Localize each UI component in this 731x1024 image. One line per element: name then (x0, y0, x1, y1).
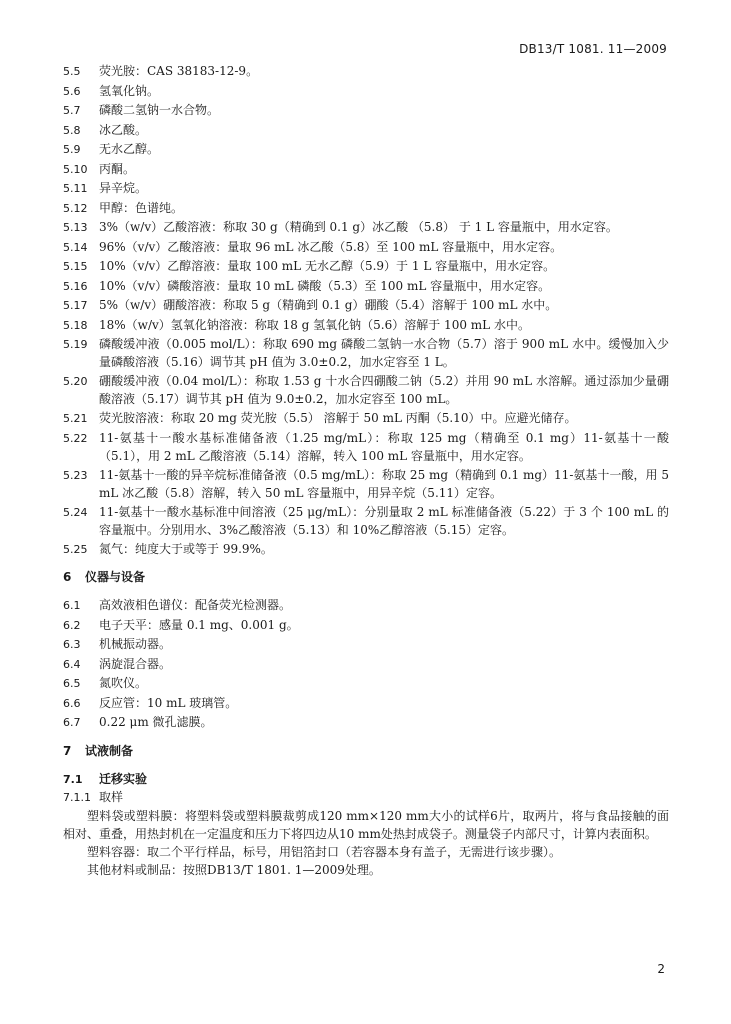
instrument-item (63, 694, 669, 713)
clause-number: 5.10 (63, 162, 88, 176)
section-title: 仪器与设备 (85, 570, 146, 584)
clause-text: 96%（v/v）乙酸溶液：量取 96 mL 冰乙酸（5.8）至 100 mL 容量瓶中，用水定容。 (99, 239, 563, 254)
clause-number: 6.2 (63, 618, 81, 632)
instrument-item (63, 713, 669, 732)
clause-number: 6.7 (63, 716, 81, 729)
clause-number: 5.25 (63, 542, 88, 556)
reagent-list (63, 62, 669, 558)
clause-text: 丙酮。 (99, 161, 136, 176)
clause-number: 5.15 (63, 260, 88, 273)
clause-number: 6.4 (63, 657, 81, 671)
reagent-item (63, 121, 669, 140)
reagent-item (63, 160, 669, 179)
clause-text: 甲醇：色谱纯。 (99, 200, 184, 215)
document-body (63, 62, 669, 879)
clause-text: 氢氧化钠。 (99, 83, 160, 98)
clause-text: 硼酸缓冲液（0.04 mol/L）：称取 1.53 g 十水合四硼酸二钠（5.2）并用 90 mL 水溶解。通过添加少量硼酸溶液（5.17）调节其 pH 值为 9.0±0.2，加水定容至 100 mL。 (99, 374, 669, 406)
clause-text: 氮吹仪。 (99, 676, 148, 690)
section-number: 6 (63, 570, 72, 584)
clause-number: 5.17 (63, 299, 88, 312)
subsection-title: 迁移实验 (99, 771, 148, 786)
reagent-item (63, 372, 669, 408)
section-heading-6 (63, 568, 669, 586)
clause-number: 5.12 (63, 201, 88, 215)
instrument-list (63, 596, 669, 732)
subsection-title: 取样 (99, 790, 124, 804)
reagent-item (63, 296, 669, 315)
body-paragraph: 塑料容器：取二个平行样品，标号，用铝箔封口（若容器本身有盖子，无需进行该步骤）。 (87, 844, 562, 859)
clause-number: 5.21 (63, 412, 88, 425)
reagent-item (63, 335, 669, 371)
reagent-item (63, 82, 669, 101)
clause-number: 5.8 (63, 123, 81, 137)
clause-number: 5.23 (63, 468, 88, 482)
clause-text: 11-氨基十一酸的异辛烷标准储备液（0.5 mg/mL）：称取 25 mg（精确到 0.1 mg）11-氨基十一酸，用 5 mL 冰乙酸（5.8）溶解，转入 50 mL 容量瓶中，用异辛烷（5.11）定容。 (99, 467, 669, 500)
reagent-item (63, 466, 669, 502)
subsection-heading-7-1 (63, 770, 669, 789)
clause-text: 氮气：纯度大于或等于 99.9%。 (99, 541, 273, 556)
clause-text: 高效液相色谱仪：配备荧光检测器。 (99, 598, 292, 612)
body-paragraph: 塑料袋或塑料膜：将塑料袋或塑料膜裁剪成120 mm×120 mm大小的试样6片，取两片，将与食品接触的面相对、重叠，用热封机在一定温度和压力下将四边从10 mm处热封成袋子。测量袋子内部尺寸，计算内表面积。 (63, 808, 669, 841)
clause-number: 6.5 (63, 677, 81, 690)
reagent-item (63, 218, 669, 237)
clause-text: 荧光胺：CAS 38183-12-9。 (99, 64, 259, 78)
document-code-header: DB13/T 1081. 11—2009 (519, 42, 667, 56)
clause-number: 5.20 (63, 375, 88, 388)
reagent-item (63, 316, 669, 335)
clause-number: 5.14 (63, 240, 88, 254)
reagent-item (63, 62, 669, 81)
clause-text: 3%（w/v）乙酸溶液：称取 30 g（精确到 0.1 g）冰乙酸 （5.8） 于 1 L 容量瓶中，用水定容。 (99, 220, 618, 234)
clause-text: 电子天平：感量 0.1 mg、0.001 g。 (99, 617, 299, 632)
clause-number: 5.5 (63, 65, 81, 78)
clause-number: 5.13 (63, 221, 88, 234)
clause-number: 5.19 (63, 338, 88, 351)
clause-number: 5.16 (63, 279, 88, 293)
clause-number: 5.24 (63, 505, 88, 519)
clause-text: 机械振动器。 (99, 637, 172, 651)
section-heading-7 (63, 742, 669, 760)
clause-text: 磷酸缓冲液（0.005 mol/L）：称取 690 mg 磷酸二氢钠一水合物（5.7）溶于 900 mL 水中。缓慢加入少量磷酸溶液（5.16）调节其 pH 值为 3.0±0.2，加水定容至 1 L。 (99, 337, 669, 369)
clause-text: 磷酸二氢钠一水合物。 (99, 103, 220, 117)
instrument-item (63, 674, 669, 693)
clause-number: 5.7 (63, 104, 81, 117)
reagent-item (63, 101, 669, 120)
instrument-item (63, 616, 669, 635)
subsection-number: 7.1.1 (63, 791, 91, 804)
clause-number: 5.11 (63, 182, 88, 195)
clause-text: 冰乙酸。 (99, 122, 148, 137)
reagent-item (63, 140, 669, 159)
clause-number: 5.6 (63, 84, 81, 98)
clause-text: 11-氨基十一酸水基标准储备液（1.25 mg/mL）：称取 125 mg（精确至 0.1 mg）11-氨基十一酸（5.1），用 2 mL 乙酸溶液（5.14）溶解，转入 100 mL 容量瓶中，用水定容。 (99, 430, 669, 463)
reagent-item (63, 429, 669, 465)
clause-number: 5.9 (63, 143, 81, 156)
reagent-item (63, 199, 669, 218)
clause-number: 5.22 (63, 431, 88, 445)
sampling-paragraphs (63, 807, 669, 879)
reagent-item (63, 238, 669, 257)
reagent-item (63, 503, 669, 539)
clause-text: 5%（w/v）硼酸溶液：称取 5 g（精确到 0.1 g）硼酸（5.4）溶解于 100 mL 水中。 (99, 298, 558, 312)
body-paragraph: 其他材料或制品：按照DB13/T 1801. 1—2009处理。 (87, 862, 381, 877)
clause-number: 6.1 (63, 599, 81, 612)
clause-text: 无水乙醇。 (99, 142, 160, 156)
clause-text: 涡旋混合器。 (99, 656, 172, 671)
clause-text: 异辛烷。 (99, 181, 148, 195)
reagent-item (63, 277, 669, 296)
clause-text: 反应管：10 mL 玻璃管。 (99, 695, 238, 710)
clause-number: 6.3 (63, 638, 81, 651)
section-number: 7 (63, 743, 72, 758)
reagent-item (63, 179, 669, 198)
subsection-heading-7-1-1 (63, 788, 669, 807)
clause-text: 荧光胺溶液：称取 20 mg 荧光胺（5.5） 溶解于 50 mL 丙酮（5.10）中。应避光储存。 (99, 411, 577, 425)
reagent-item (63, 257, 669, 276)
instrument-item (63, 655, 669, 674)
section-title: 试液制备 (85, 743, 134, 758)
reagent-item (63, 540, 669, 559)
clause-number: 6.6 (63, 696, 81, 710)
clause-text: 0.22 μm 微孔滤膜。 (99, 715, 213, 729)
reagent-item (63, 409, 669, 428)
clause-text: 18%（w/v）氢氧化钠溶液：称取 18 g 氢氧化钠（5.6）溶解于 100 mL 水中。 (99, 317, 530, 332)
subsection-number: 7.1 (63, 772, 83, 786)
page-number: 2 (657, 962, 665, 976)
clause-text: 11-氨基十一酸水基标准中间溶液（25 μg/mL）：分别量取 2 mL 标准储备液（5.22）于 3 个 100 mL 的容量瓶中。分别用水、3%乙酸溶液（5.13）和 10%乙醇溶液（5.15）定容。 (99, 504, 669, 537)
clause-number: 5.18 (63, 318, 88, 332)
instrument-item (63, 635, 669, 654)
instrument-item (63, 596, 669, 615)
clause-text: 10%（v/v）乙醇溶液：量取 100 mL 无水乙醇（5.9）于 1 L 容量瓶中，用水定容。 (99, 259, 556, 273)
clause-text: 10%（v/v）磷酸溶液：量取 10 mL 磷酸（5.3）至 100 mL 容量瓶中，用水定容。 (99, 278, 551, 293)
